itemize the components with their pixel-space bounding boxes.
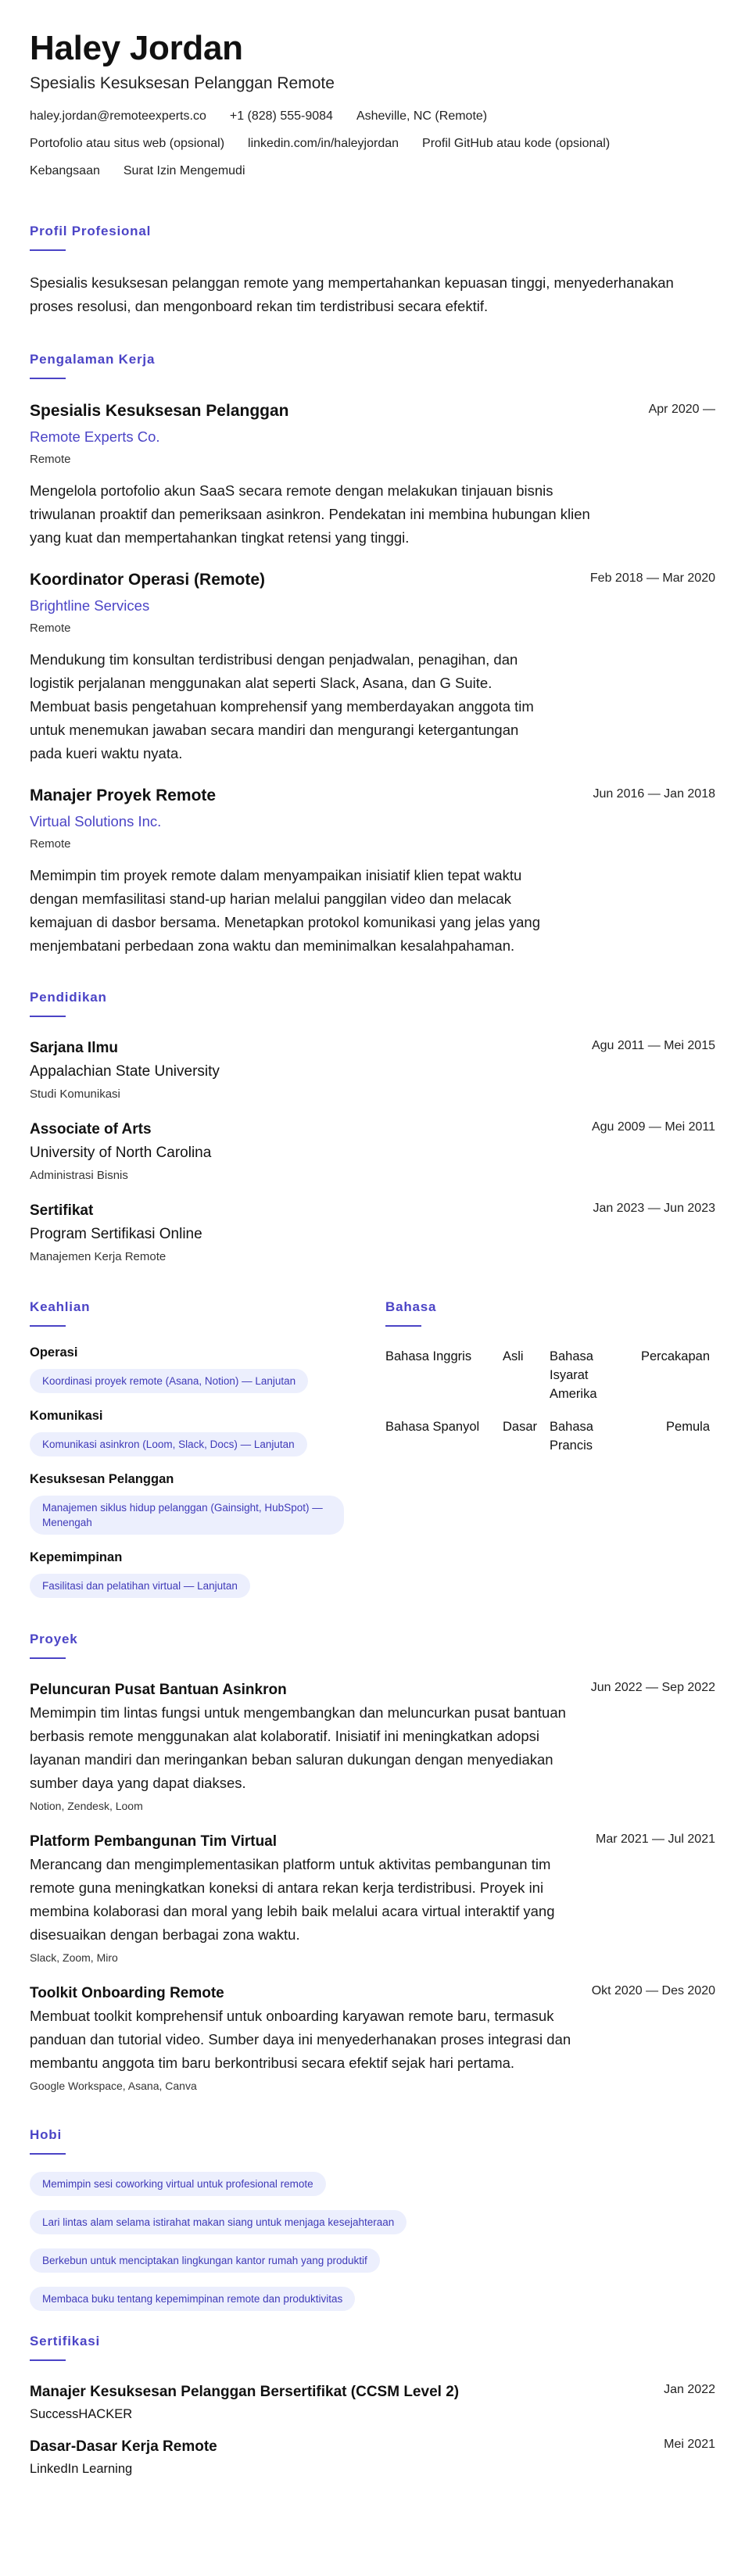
candidate-name: Haley Jordan: [30, 29, 243, 67]
hobby-pill: Memimpin sesi coworking virtual untuk profesional remote: [30, 2172, 326, 2196]
job-location: Remote: [30, 622, 71, 635]
certification-entry: [30, 2436, 715, 2478]
education-field: Administrasi Bisnis: [30, 1169, 128, 1182]
education-school: Program Sertifikasi Online: [30, 1226, 202, 1242]
certifications-section: [30, 2333, 715, 2478]
language-level: Asli: [503, 1349, 524, 1363]
education-entry: [30, 1200, 715, 1266]
project-entry: [30, 1983, 715, 2094]
job-company: Brightline Services: [30, 597, 150, 614]
section-title: Sertifikasi: [30, 2334, 101, 2348]
skill-category: Kesuksesan Pelanggan: [30, 1472, 174, 1486]
project-tech: Notion, Zendesk, Loom: [30, 1800, 143, 1812]
project-description: Memimpin tim lintas fungsi untuk mengembangkan dan meluncurkan pusat bantuan berbasis remote menggunakan alat kolaboratif. Inisiatif ini meningkatkan adopsi layanan mandiri dan meringankan beban saluran dukungan dengan menyediakan sumber daya yang dapat diakses.: [30, 1704, 566, 1791]
skill-category: Komunikasi: [30, 1409, 103, 1423]
project-description: Merancang dan mengimplementasikan platform untuk aktivitas pembangunan tim remote guna meningkatkan koneksi di antara rekan kerja terdistribusi. Proyek ini membina kolaborasi dan moral yang lebih baik melalui acara virtual interaktif yang disesuaikan dengan berbagai zona waktu.: [30, 1856, 555, 1943]
language-name: Bahasa Prancis: [550, 1420, 593, 1453]
section-divider: [30, 1016, 66, 1017]
certification-entry: [30, 2381, 715, 2424]
section-divider: [30, 2359, 66, 2361]
skills-section: [30, 1299, 385, 1598]
contact-nationality: Kebangsaan: [30, 164, 100, 177]
certification-title: Manajer Kesuksesan Pelanggan Bersertifikat (CCSM Level 2): [30, 2384, 460, 2400]
skill-pill: Fasilitasi dan pelatihan virtual — Lanjutan: [30, 1574, 250, 1598]
education-degree: Associate of Arts: [30, 1121, 152, 1138]
education-entry: [30, 1119, 715, 1184]
education-entry: [30, 1037, 715, 1103]
contact-portfolio[interactable]: Portofolio atau situs web (opsional): [30, 137, 225, 150]
education-degree: Sertifikat: [30, 1202, 94, 1219]
project-title: Toolkit Onboarding Remote: [30, 1985, 224, 2001]
certification-issuer: LinkedIn Learning: [30, 2462, 133, 2476]
education-degree: Sarjana Ilmu: [30, 1040, 118, 1056]
project-date: Jun 2022 — Sep 2022: [590, 1681, 715, 1694]
section-divider: [385, 1325, 421, 1327]
languages-table: [385, 1347, 714, 1455]
job-entry: [30, 568, 715, 765]
skills-languages-section: [30, 1299, 715, 1598]
job-title: Spesialis Kesuksesan Pelanggan: [30, 402, 289, 420]
project-description: Membuat toolkit komprehensif untuk onboarding karyawan remote baru, termasuk panduan dan tutorial video. Sumber daya ini menyederhanakan proses integrasi dan membantu anggota tim baru berkontribusi secara efektif sejak hari pertama.: [30, 2008, 571, 2071]
hobby-pill: Lari lintas alam selama istirahat makan siang untuk menjaga kesejahteraan: [30, 2210, 407, 2234]
language-name: Bahasa Spanyol: [385, 1420, 480, 1434]
section-title: Pendidikan: [30, 990, 107, 1005]
project-date: Okt 2020 — Des 2020: [591, 1984, 715, 1997]
contact-github[interactable]: Profil GitHub atau kode (opsional): [422, 137, 611, 150]
education-school: Appalachian State University: [30, 1063, 220, 1080]
project-title: Platform Pembangunan Tim Virtual: [30, 1833, 278, 1850]
section-divider: [30, 1657, 66, 1659]
education-field: Manajemen Kerja Remote: [30, 1250, 167, 1263]
skill-category: Operasi: [30, 1345, 78, 1360]
job-description: Mengelola portofolio akun SaaS secara remote dengan melakukan tinjauan bisnis triwulanan proaktif dan pemeriksaan asinkron. Pendekatan ini membina hubungan klien yang kuat dan mempertahankan tingkat retensi yang tinggi.: [30, 482, 590, 546]
section-divider: [30, 249, 66, 251]
contact-info: [30, 108, 715, 190]
section-title: Pengalaman Kerja: [30, 352, 156, 367]
skill-pill: Manajemen siklus hidup pelanggan (Gainsight, HubSpot) — Menengah: [30, 1496, 344, 1535]
skill-group: [30, 1407, 385, 1456]
experience-section: [30, 351, 715, 958]
job-date: Jun 2016 — Jan 2018: [593, 787, 715, 801]
section-title: Profil Profesional: [30, 224, 152, 238]
job-company: Virtual Solutions Inc.: [30, 813, 162, 829]
skill-pill: Komunikasi asinkron (Loom, Slack, Docs) — Lanjutan: [30, 1432, 307, 1456]
job-title: Manajer Proyek Remote: [30, 786, 217, 804]
skill-pill: Koordinasi proyek remote (Asana, Notion) — Lanjutan: [30, 1369, 308, 1393]
language-name: Bahasa Isyarat Amerika: [550, 1349, 597, 1401]
job-entry: [30, 784, 715, 958]
hobby-pill: Berkebun untuk menciptakan lingkungan kantor rumah yang produktif: [30, 2248, 380, 2273]
certification-date: Mei 2021: [664, 2438, 715, 2451]
skill-category: Kepemimpinan: [30, 1550, 123, 1564]
skill-group: [30, 1471, 385, 1535]
skill-group: [30, 1344, 385, 1393]
contact-location: Asheville, NC (Remote): [356, 109, 488, 123]
project-tech: Google Workspace, Asana, Canva: [30, 2080, 197, 2092]
language-name: Bahasa Inggris: [385, 1349, 472, 1363]
job-description: Mendukung tim konsultan terdistribusi dengan penjadwalan, penagihan, dan logistik perjalanan menggunakan alat seperti Slack, Asana, dan G Suite. Membuat basis pengetahuan komprehensif yang memberdayakan anggota tim untuk menemukan jawaban secara mandiri dan mengurangi ketergantungan pada kueri waktu nyata.: [30, 651, 534, 761]
section-divider: [30, 378, 66, 379]
job-description: Memimpin tim proyek remote dalam menyampaikan inisiatif klien tepat waktu dengan memfasilitasi stand-up harian melalui panggilan video dan melacak kemajuan di dasbor bersama. Menetapkan protokol komunikasi yang jelas yang menjembatani perbedaan zona waktu dan meminimalkan kesalahpahaman.: [30, 867, 541, 954]
job-date: Feb 2018 — Mar 2020: [589, 571, 715, 585]
project-title: Peluncuran Pusat Bantuan Asinkron: [30, 1682, 287, 1698]
section-divider: [30, 1325, 66, 1327]
project-tech: Slack, Zoom, Miro: [30, 1951, 118, 1964]
contact-driving-license: Surat Izin Mengemudi: [123, 164, 245, 177]
certification-date: Jan 2022: [664, 2383, 715, 2396]
project-date: Mar 2021 — Jul 2021: [596, 1833, 715, 1846]
education-date: Jan 2023 — Jun 2023: [593, 1202, 715, 1215]
certification-title: Dasar-Dasar Kerja Remote: [30, 2438, 217, 2455]
project-entry: [30, 1831, 715, 1965]
section-title: Bahasa: [385, 1299, 437, 1314]
section-divider: [30, 2153, 66, 2155]
education-field: Studi Komunikasi: [30, 1087, 120, 1101]
profile-summary: Spesialis kesuksesan pelanggan remote yang mempertahankan kepuasan tinggi, menyederhanakan proses resolusi, dan mengonboard rekan tim terdistribusi secara efektif.: [30, 274, 674, 314]
education-date: Agu 2011 — Mei 2015: [591, 1039, 715, 1052]
section-title: Keahlian: [30, 1299, 91, 1314]
section-title: Proyek: [30, 1632, 78, 1646]
language-level: Dasar: [503, 1420, 538, 1434]
candidate-title: Spesialis Kesuksesan Pelanggan Remote: [30, 74, 335, 92]
education-school: University of North Carolina: [30, 1145, 212, 1161]
section-title: Hobi: [30, 2127, 62, 2142]
certification-issuer: SuccessHACKER: [30, 2407, 133, 2421]
job-date: Apr 2020 —: [648, 403, 715, 416]
project-entry: [30, 1679, 715, 1814]
projects-section: [30, 1631, 715, 2094]
job-location: Remote: [30, 837, 71, 851]
job-title: Koordinator Operasi (Remote): [30, 571, 266, 589]
job-company: Remote Experts Co.: [30, 428, 160, 445]
resume-header: [30, 28, 715, 190]
language-level: Percakapan: [640, 1349, 710, 1363]
hobby-pill: Membaca buku tentang kepemimpinan remote dan produktivitas: [30, 2287, 355, 2311]
profile-section: [30, 223, 715, 318]
languages-section: [385, 1299, 714, 1598]
language-level: Pemula: [666, 1420, 710, 1434]
education-date: Agu 2009 — Mei 2011: [591, 1120, 715, 1134]
hobbies-section: [30, 2126, 715, 2311]
contact-phone[interactable]: +1 (828) 555-9084: [229, 109, 333, 123]
education-section: [30, 989, 715, 1266]
skill-group: [30, 1549, 385, 1598]
contact-linkedin[interactable]: linkedin.com/in/haleyjordan: [248, 137, 399, 150]
job-location: Remote: [30, 453, 71, 466]
contact-email[interactable]: haley.jordan@remoteexperts.co: [30, 109, 206, 123]
job-entry: [30, 399, 715, 550]
